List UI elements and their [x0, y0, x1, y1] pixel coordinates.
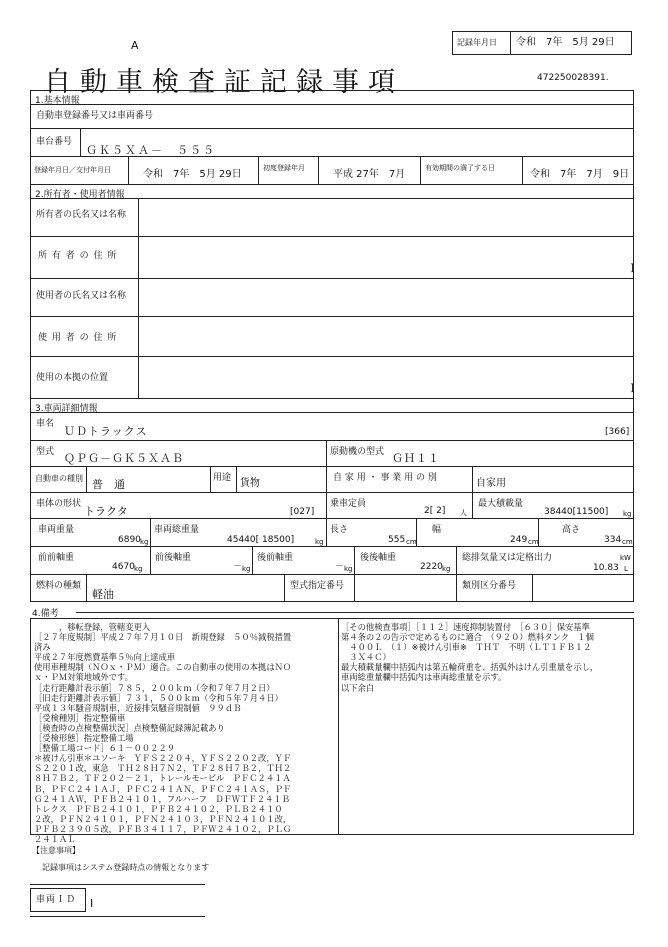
gross-value: 45440[ 18500] [227, 535, 295, 545]
use-label: 用途 [213, 473, 232, 483]
rr-axle-label: 後後軸重 [360, 553, 397, 563]
section-owner-heading: 2.所有者・使用者情報 [35, 190, 125, 200]
body-code: [027] [290, 507, 315, 517]
base-location-bracket: ] [630, 383, 634, 394]
remarks-left-text: ，移転登録，管轄変更入 ［２７年度規制］平成２７年７月１０日 新規登録 ５０％減税措置 済み 平成２７年度燃費基準５％向上達成車 使用車種規制（ＮＯｘ・ＰＭ）適合。この自動車の使用の本拠はＮＯ ｘ・ＰＭ対策地域外です。 ［走行距離計表示値］７８５，２００ｋｍ（令和７年７月２日） ［旧走行距離計表示値］７３１，５００ｋｍ（令和５年７月４日） 平成１３年騒音規制車，近接排気騒音規制値 ９９ｄＢ ［受検種別］指定整備車 ［検査時の点検整備状況］点検整備記録簿記載あり ［受検形態］指定整備工場 ［整備工場コード］６１－００２２９ ＊被けん引車＊ユソーキ ＹＦＳ２２０４，ＹＦＳ２２０２改，ＹＦ Ｓ２２０１改，東急 ＴＨ２８Ｈ７Ｎ２，ＴＦ２８Ｈ７Ｂ２，ＴＨ２ ８Ｈ７Ｂ２，ＴＦ２０２－２１，トレールモービル ＰＦＣ２４１Ａ Ｂ，ＰＦＣ２４１ＡＪ，ＰＦＣ２４１ＡＮ，ＰＦＣ２４１ＡＳ，ＰＦ Ｇ２４１ＡＷ，ＰＦＢ２４１０１，フルハーフ ＤＦＷＴＦ２４１Ｂ トレクス ＰＦＢ２４１０１，ＰＦＢ２４１０２，ＰＬＢ２４１０ ２改，ＰＦＮ２４１０１，ＰＦＮ２４１０３，ＰＦＮ２４１０１改， ＰＦＢ２３９０５改，ＰＦＢ３４１１７，ＰＦＷ２４１０２，ＰＬＧ ２４１ＡＬ [34, 622, 292, 844]
model-value: ＱＰＧ－ＧＫ５ＸＡＢ [64, 452, 184, 465]
model-label: 型式 [36, 447, 55, 457]
maker-label: 車名 [36, 419, 55, 429]
ff-axle-value: 4670 [112, 562, 135, 572]
width-value: 249 [510, 535, 528, 545]
purpose-value: 自家用 [476, 478, 506, 489]
rf-axle-label: 後前軸重 [257, 553, 294, 563]
weight-value: 6890 [118, 535, 141, 545]
notes-heading: 【注意事項】 [32, 846, 80, 855]
record-date-value: 令和 7年 5月 29日 [516, 37, 615, 48]
length-label: 長さ [330, 525, 349, 535]
weight-label: 車両重量 [38, 525, 75, 535]
length-unit: cm [406, 538, 417, 546]
ff-axle-label: 前前軸重 [38, 553, 75, 563]
reg-date-value: 令和 7年 5月 29日 [143, 169, 242, 180]
vehicle-id-value: I [90, 897, 94, 910]
fuel-label: 燃料の種類 [36, 581, 82, 591]
owner-address-bracket: ] [630, 263, 634, 274]
section-remarks-heading: 4.備考 [32, 609, 59, 619]
height-unit: cm [622, 538, 633, 546]
kind-value: 普 通 [92, 478, 125, 491]
displacement-unit-kw: kW [620, 554, 631, 562]
fr-axle-value: － [233, 562, 243, 572]
max-load-label: 最大積載量 [478, 499, 524, 509]
ff-axle-unit: kg [134, 565, 143, 573]
max-load-unit: kg [623, 510, 632, 518]
expiry-value: 令和 7年 7月 9日 [530, 169, 630, 180]
engine-label: 原動機の型式 [330, 447, 385, 457]
use-value: 貨物 [240, 478, 260, 489]
chassis-label: 車台番号 [36, 137, 73, 147]
first-reg-label: 初度登録年月 [263, 164, 305, 172]
body-value: トラクタ [84, 505, 128, 518]
height-value: 334 [604, 535, 622, 545]
capacity-unit: 人 [460, 509, 467, 517]
chassis-value: ＧＫ５ＸＡ－ ５５５ [86, 144, 216, 157]
capacity-value: 2[ 2] [424, 506, 446, 516]
remarks-right-text: ［その他検査事項］［１１２］速度抑制装置付 ［６３０］保安基準 第４条の２の告示で定めるものに適合 （９２０）燃料タンク １個 ４００Ｌ （１）※被けん引車※ ＴＨＴ 不明（ＬＴ１ＦＢ１２ ３Ｘ４Ｃ） 最大積載量欄中括弧内は第五輪荷重を、括弧外はけん引重量を示し， 車両総重量欄中括弧内は車両総重量を示す。 以下余白 [341, 622, 599, 693]
rr-axle-unit: kg [442, 565, 451, 573]
base-location-label: 使用の本拠の位置 [36, 373, 109, 383]
width-label: 幅 [432, 525, 442, 535]
rr-axle-value: 2220 [420, 562, 443, 572]
purpose-label: 自 家 用 ・ 事 業 用 の 別 [333, 473, 437, 483]
user-name-label: 使用者の氏名又は名称 [36, 291, 127, 301]
document-number: 472250028391. [537, 73, 609, 83]
width-unit: cm [528, 538, 539, 546]
reg-date-label: 登録年月日／交付年月日 [34, 166, 111, 174]
max-load-value: 38440[11500] [544, 507, 609, 517]
fr-axle-label: 前後軸重 [155, 553, 192, 563]
reg-number-label: 自動車登録番号又は車両番号 [36, 111, 154, 121]
user-address-label: 使 用 者 の 住 所 [38, 333, 118, 343]
maker-value: ＵＤトラックス [64, 425, 148, 438]
notes-text: 記録事項はシステム登録時点の情報となります [42, 863, 210, 872]
displacement-value: 10.83 [593, 563, 619, 573]
class-number-label: 類別区分番号 [462, 581, 517, 591]
rf-axle-value: － [335, 562, 345, 572]
gross-label: 車両総重量 [154, 525, 200, 535]
height-label: 高さ [562, 525, 581, 535]
section-basic-heading: 1.基本情報 [35, 96, 80, 106]
document-title: 自動車検査証記録事項 [44, 67, 404, 98]
fuel-value: 軽油 [92, 588, 114, 601]
section-vehicle-heading: 3.車両詳細情報 [35, 404, 98, 414]
body-label: 車体の形状 [36, 499, 82, 509]
displacement-unit-l: L [624, 565, 628, 573]
capacity-label: 乗車定員 [330, 499, 367, 509]
owner-name-label: 所有者の氏名又は名称 [36, 210, 127, 220]
kind-label: 自動車の種別 [35, 474, 83, 483]
vehicle-id-label: 車両ＩＤ [36, 895, 77, 905]
rf-axle-unit: kg [344, 565, 353, 573]
expiry-label: 有効期間の満了する日 [425, 164, 495, 172]
fr-axle-unit: kg [242, 565, 251, 573]
gross-unit: kg [315, 538, 324, 546]
type-designation-label: 型式指定番号 [290, 581, 345, 591]
maker-code: [366] [605, 427, 630, 437]
weight-unit: kg [140, 538, 149, 546]
form-code: A [131, 39, 139, 52]
first-reg-value: 平成 27年 7月 [333, 169, 406, 180]
displacement-label: 総排気量又は定格出力 [462, 553, 553, 563]
engine-value: ＧＨ１１ [392, 452, 440, 465]
record-date-label: 記録年月日 [457, 38, 497, 47]
length-value: 555 [388, 535, 406, 545]
owner-address-label: 所 有 者 の 住 所 [38, 251, 118, 261]
